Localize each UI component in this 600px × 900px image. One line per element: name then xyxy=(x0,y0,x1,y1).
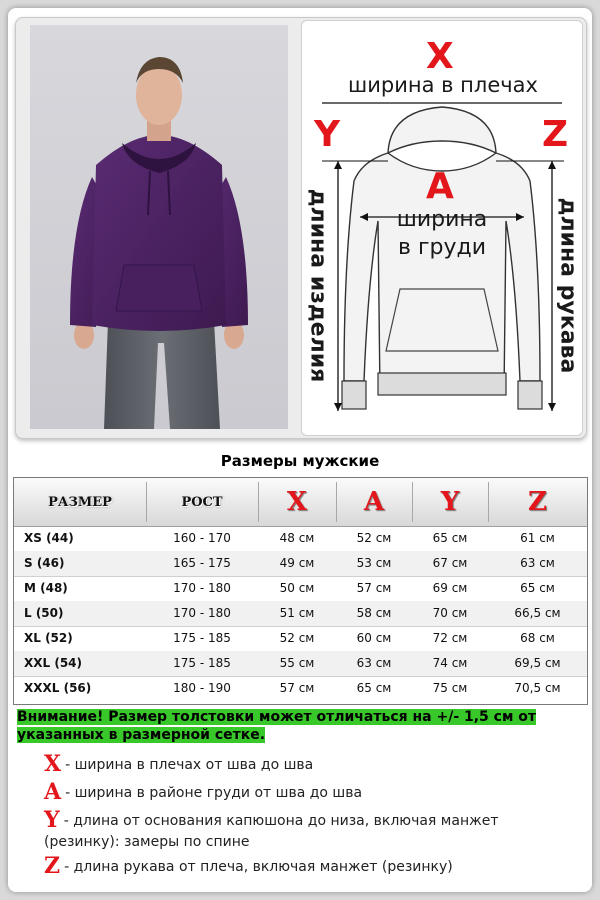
cell-z: 65 см xyxy=(520,581,555,595)
header-height: РОСТ xyxy=(181,494,223,510)
cell-height: 180 - 190 xyxy=(173,681,231,695)
cell-y: 67 см xyxy=(432,556,468,570)
x-letter: X xyxy=(426,36,454,77)
cell-z: 68 см xyxy=(520,631,555,645)
cell-y: 65 см xyxy=(432,531,468,545)
legend-letter-y: Y xyxy=(44,807,60,833)
cell-x: 49 см xyxy=(279,556,315,570)
cell-a: 63 см xyxy=(356,656,392,670)
header-z: Z xyxy=(528,487,547,517)
legend-letter-a: A xyxy=(44,779,62,805)
cell-y: 75 см xyxy=(432,681,468,695)
warning-line2: указанных в размерной сетке. xyxy=(17,727,266,743)
cell-z: 70,5 см xyxy=(514,681,561,695)
legend-text-x: - ширина в плечах от шва до шва xyxy=(65,757,314,773)
header-a: A xyxy=(363,487,385,517)
cell-x: 57 см xyxy=(279,681,315,695)
a-letter: A xyxy=(426,166,454,207)
measurement-diagram xyxy=(301,20,583,436)
cell-z: 66,5 см xyxy=(514,606,561,620)
table-row xyxy=(14,676,587,701)
cell-height: 175 - 185 xyxy=(173,631,231,645)
table-header xyxy=(14,478,587,527)
cell-y: 72 см xyxy=(432,631,468,645)
header-y: Y xyxy=(440,487,460,517)
cell-a: 65 см xyxy=(356,681,392,695)
cell-height: 160 - 170 xyxy=(173,531,231,545)
warning-line1: Внимание! Размер толстовки может отличаться на +/- 1,5 см от xyxy=(17,709,537,725)
warning-note xyxy=(17,708,587,744)
cell-size: XL (52) xyxy=(24,631,73,645)
cell-a: 58 см xyxy=(356,606,392,620)
cell-a: 53 см xyxy=(356,556,392,570)
cell-z: 69,5 см xyxy=(514,656,561,670)
cell-y: 74 см xyxy=(432,656,468,670)
legend-letter-x: X xyxy=(44,751,62,777)
cell-size: XXL (54) xyxy=(24,656,82,670)
cell-x: 48 см xyxy=(279,531,315,545)
legend-item-a xyxy=(44,779,564,805)
garment-length-label: длина изделия xyxy=(305,188,331,383)
legend-item-y xyxy=(44,807,544,853)
y-letter: Y xyxy=(314,114,341,155)
cell-x: 52 см xyxy=(279,631,315,645)
legend-item-z xyxy=(44,853,564,879)
sleeve-length-label: длина рукава xyxy=(555,197,581,374)
table-row xyxy=(14,551,587,577)
cell-a: 52 см xyxy=(356,531,392,545)
header-size: РАЗМЕР xyxy=(48,494,112,510)
legend-text-z: - длина рукава от плеча, включая манжет (резинку) xyxy=(64,859,453,875)
cell-size: XS (44) xyxy=(24,531,74,545)
cell-x: 55 см xyxy=(279,656,315,670)
cell-x: 51 см xyxy=(279,606,315,620)
size-table xyxy=(13,477,588,705)
legend-text-a: - ширина в районе груди от шва до шва xyxy=(65,785,363,801)
cell-x: 50 см xyxy=(279,581,315,595)
cell-a: 57 см xyxy=(356,581,392,595)
chest-width-line2: в груди xyxy=(397,235,486,260)
legend-text-y: - длина от основания капюшона до низа, включая манжет (резинку): замеры по спине xyxy=(44,813,499,850)
chart-title: Размеры мужские xyxy=(220,452,380,470)
cell-z: 61 см xyxy=(520,531,555,545)
model-photo xyxy=(30,25,288,429)
cell-z: 63 см xyxy=(520,556,555,570)
cell-a: 60 см xyxy=(356,631,392,645)
cell-y: 70 см xyxy=(432,606,468,620)
chest-width-line1: ширина xyxy=(396,207,488,232)
cell-height: 170 - 180 xyxy=(173,606,231,620)
cell-height: 175 - 185 xyxy=(173,656,231,670)
cell-y: 69 см xyxy=(432,581,468,595)
legend-letter-z: Z xyxy=(44,853,61,879)
table-row xyxy=(14,601,587,627)
table-row xyxy=(14,651,587,677)
table-row xyxy=(14,576,587,602)
z-letter: Z xyxy=(542,114,569,155)
legend-item-x xyxy=(44,751,564,777)
shoulder-width-label: ширина в плечах xyxy=(348,73,538,97)
header-x: X xyxy=(286,487,308,517)
cell-size: XXXL (56) xyxy=(24,681,92,695)
cell-size: L (50) xyxy=(24,606,64,620)
table-row xyxy=(14,526,587,552)
cell-size: S (46) xyxy=(24,556,65,570)
model-illustration xyxy=(30,25,288,429)
cell-height: 170 - 180 xyxy=(173,581,231,595)
cell-height: 165 - 175 xyxy=(173,556,231,570)
cell-size: M (48) xyxy=(24,581,68,595)
table-row xyxy=(14,626,587,652)
